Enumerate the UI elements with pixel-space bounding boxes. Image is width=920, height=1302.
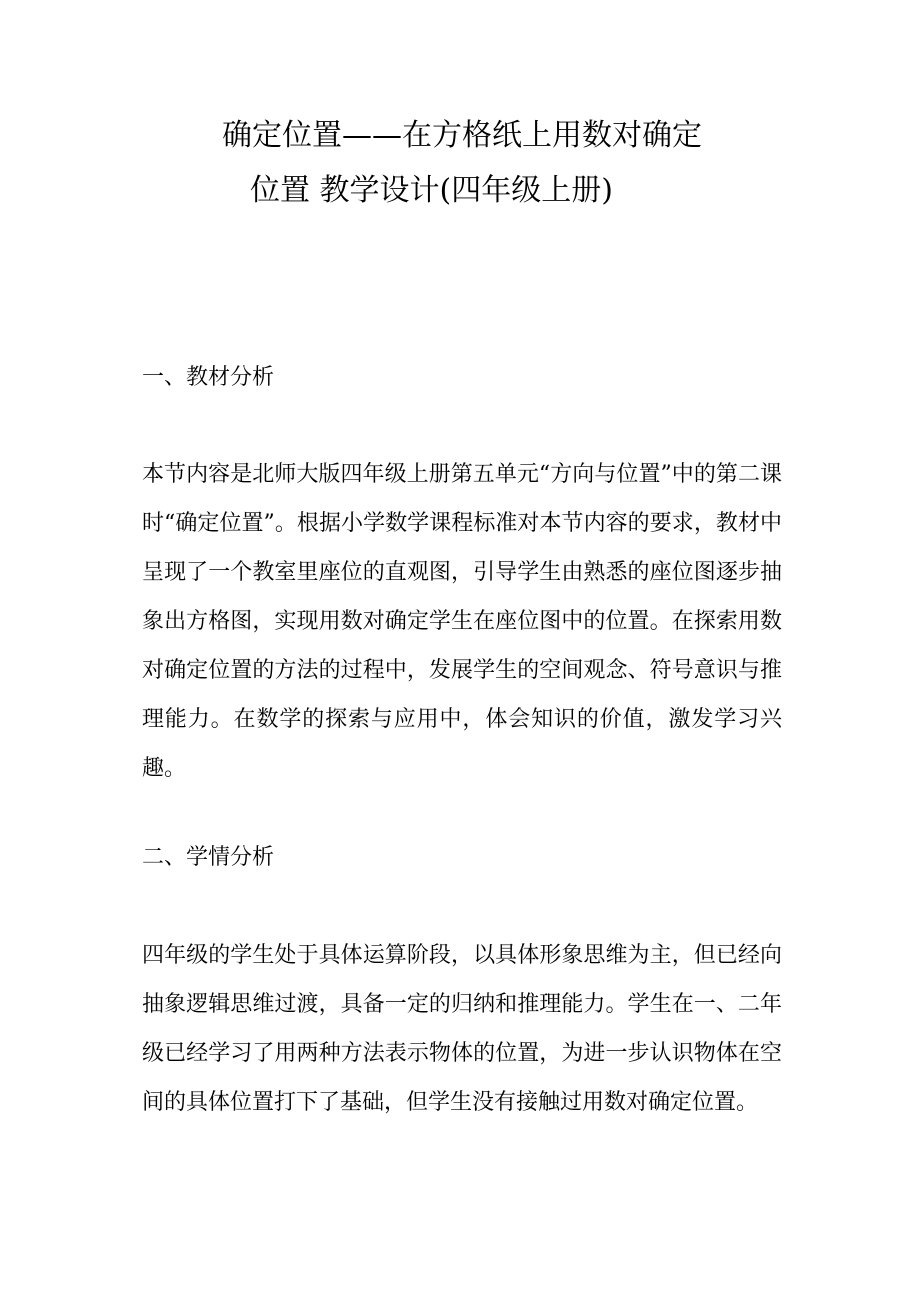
section-paragraph-2: 四年级的学生处于具体运算阶段，以具体形象思维为主，但已经向抽象逻辑思维过渡，具备一定的归纳和推理能力。学生在一、二年级已经学习了用两种方法表示物体的位置，为进一步认识物体在空间的具体位置打下了基础，但学生没有接触过用数对确定位置。: [142, 943, 782, 1115]
section-paragraph-1: 本节内容是北师大版四年级上册第五单元“方向与位置”中的第二课时“确定位置”。根据小学数学课程标准对本节内容的要求，教材中呈现了一个教室里座位的直观图，引导学生由熟悉的座位图逐步抽象出方格图，实现用数对确定学生在座位图中的位置。在探索用数对确定位置的方法的过程中，发展学生的空间观念、符号意识与推理能力。在数学的探索与应用中，体会知识的价值，激发学习兴趣。: [142, 462, 782, 781]
title-line-2: 位置 教学设计(四年级上册): [250, 173, 613, 208]
section-heading-2: 二、学情分析: [142, 845, 275, 870]
document-title: [150, 108, 850, 218]
title-line-1: 确定位置——在方格纸上用数对确定: [222, 118, 702, 153]
section-heading-1: 一、教材分析: [142, 365, 275, 390]
